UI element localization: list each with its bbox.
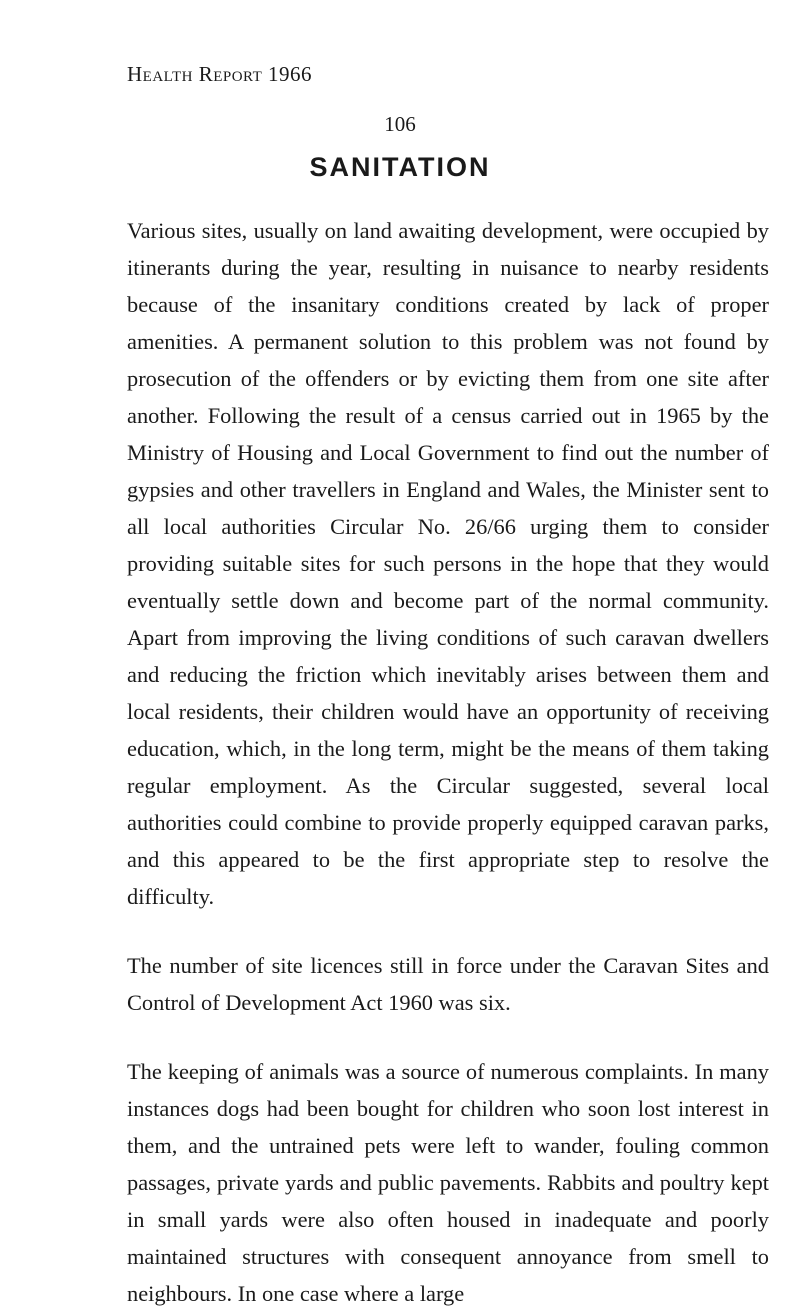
section-title: SANITATION [309, 152, 491, 182]
paragraph-site-licences: The number of site licences still in force under the Caravan Sites and Control of Development Act 1960 was six. [127, 953, 769, 1015]
paragraph-keeping-animals: The keeping of animals was a source of numerous complaints. In many instances dogs had been bought for children who soon lost interest in them, and the untrained pets were left to wander, fouling common passages, private yards and public pavements. Rabbits and poultry kept in small yards were also often housed in inadequate and poorly maintained structures with consequent annoyance from smell to neighbours. In one case where a large [127, 1059, 769, 1306]
page-number: 106 [384, 112, 416, 136]
body-text [127, 212, 769, 1312]
paragraph-itinerant-sites: Various sites, usually on land awaiting development, were occupied by itinerants during the year, resulting in nuisance to nearby residents because of the insanitary conditions created by lack of proper amenities. A permanent solution to this problem was not found by prosecution of the offenders or by evicting them from one site after another. Following the result of a census carried out in 1965 by the Ministry of Housing and Local Government to find out the number of gypsies and other travellers in England and Wales, the Minister sent to all local authorities Circular No. 26/66 urging them to consider providing suitable sites for such persons in the hope that they would eventually settle down and become part of the normal community. Apart from improving the living conditions of such caravan dwellers and reducing the friction which inevitably arises between them and local residents, their children would have an opportunity of receiving education, which, in the long term, might be the means of them taking regular employment. As the Circular suggested, several local authorities could combine to provide properly equipped caravan parks, and this appeared to be the first appropriate step to resolve the difficulty. [127, 218, 769, 909]
running-head: Health Report 1966 [127, 62, 313, 86]
